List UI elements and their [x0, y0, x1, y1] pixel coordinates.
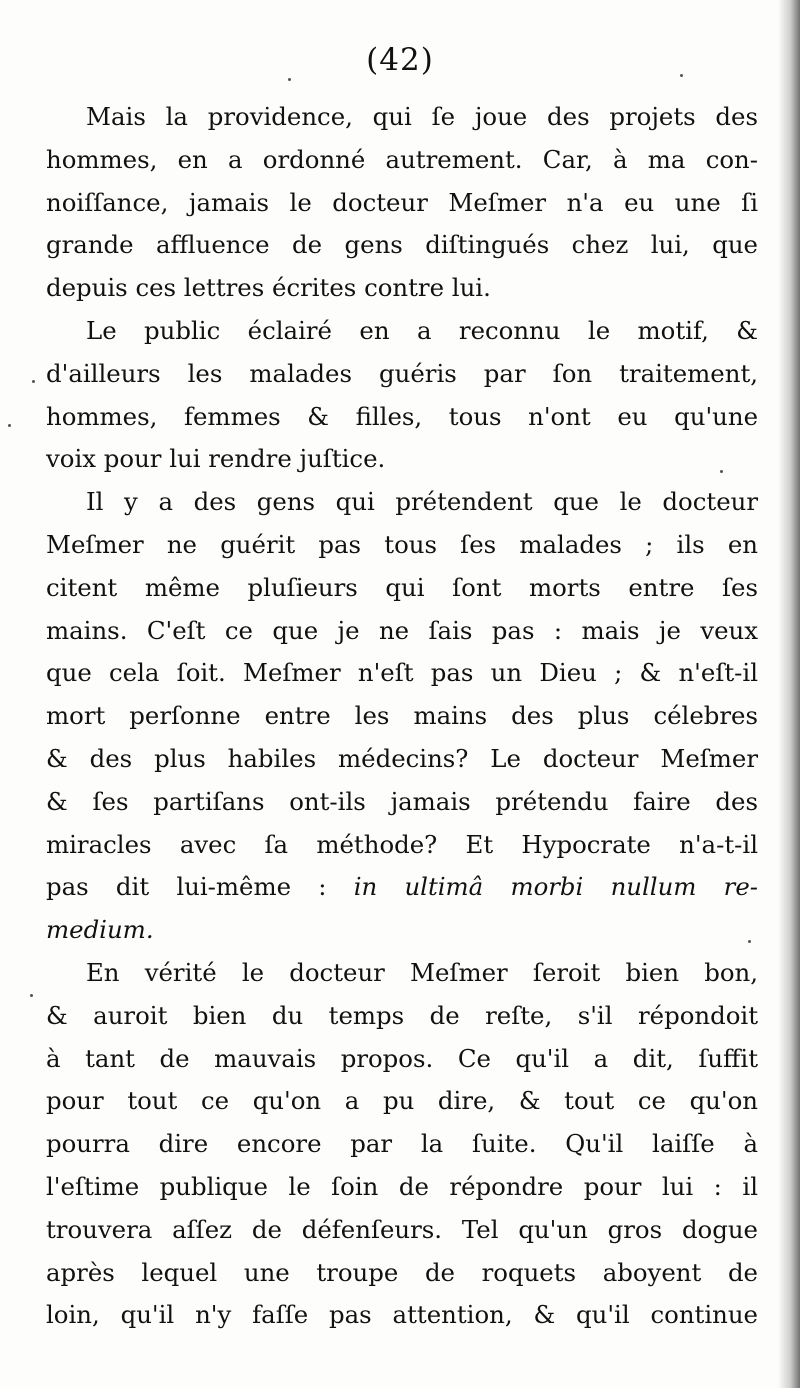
- text-line: mort perſonne entre les mains des plus célebres: [46, 701, 758, 731]
- text-line: voix pour lui rendre juſtice.: [46, 444, 386, 474]
- text-line: pour tout ce qu'on a pu dire, & tout ce qu'on: [46, 1086, 758, 1116]
- text-line: [46, 909, 758, 952]
- text-line: mains. C'eſt ce que je ne ſais pas : mais je veux: [46, 615, 758, 645]
- print-speck: [30, 994, 33, 997]
- text-line: à tant de mauvais propos. Ce qu'il a dit, ſuffit: [46, 1043, 758, 1073]
- text-line: pourra dire encore par la ſuite. Qu'il laiſſe à: [46, 1129, 758, 1159]
- text-line-mixed: [46, 866, 758, 909]
- page-edge-shadow: [778, 0, 800, 1388]
- text-line: depuis ces lettres écrites contre lui.: [46, 273, 491, 303]
- body-text: [46, 96, 758, 1337]
- latin-quotation: in ultimâ morbi nullum re-: [353, 872, 758, 902]
- text-line: après lequel une troupe de roquets aboyent de: [46, 1257, 758, 1287]
- print-speck: [748, 940, 751, 943]
- text-line: hommes, en a ordonné autrement. Car, à ma con-: [46, 144, 758, 174]
- text-line: miracles avec ſa méthode? Et Hypocrate n'a-t-il: [46, 829, 758, 859]
- text-line: que cela ſoit. Meſmer n'eſt pas un Dieu ; & n'eſt-il: [46, 658, 758, 688]
- text-line: Mais la providence, qui ſe joue des projets des: [86, 102, 758, 131]
- text-fragment: pas dit lui-même :: [46, 872, 354, 902]
- print-speck: [32, 380, 35, 383]
- text-line: & auroit bien du temps de reſte, s'il répondoit: [46, 1000, 758, 1030]
- text-line: grande affluence de gens diſtingués chez lui, que: [46, 230, 758, 260]
- page-number: (42): [366, 42, 434, 78]
- text-line: noiſſance, jamais le docteur Meſmer n'a eu une ſi: [46, 187, 758, 217]
- text-line: l'eſtime publique le ſoin de répondre pour lui : il: [46, 1171, 758, 1201]
- text-line: Meſmer ne guérit pas tous ſes malades ; ils en: [46, 529, 758, 559]
- text-line: & des plus habiles médecins? Le docteur Meſmer: [46, 743, 758, 773]
- text-line: & ſes partiſans ont-ils jamais prétendu faire des: [46, 786, 758, 816]
- print-speck: [680, 74, 683, 77]
- text-line: En vérité le docteur Meſmer ſeroit bien bon,: [86, 957, 758, 987]
- text-line: hommes, femmes & filles, tous n'ont eu qu'une: [46, 401, 758, 431]
- text-line: Il y a des gens qui prétendent que le docteur: [86, 487, 758, 517]
- text-line: Le public éclairé en a reconnu le motif, &: [86, 315, 758, 345]
- print-speck: [8, 424, 11, 427]
- latin-quotation: medium.: [46, 915, 154, 945]
- print-speck: [288, 78, 291, 81]
- print-speck: [720, 470, 723, 473]
- text-line: loin, qu'il n'y faſſe pas attention, & qu'il continue: [46, 1300, 758, 1330]
- text-line: citent même pluſieurs qui ſont morts entre ſes: [46, 572, 758, 602]
- text-line: trouvera aſſez de défenſeurs. Tel qu'un gros dogue: [46, 1214, 758, 1244]
- text-line: d'ailleurs les malades guéris par ſon traitement,: [46, 358, 758, 388]
